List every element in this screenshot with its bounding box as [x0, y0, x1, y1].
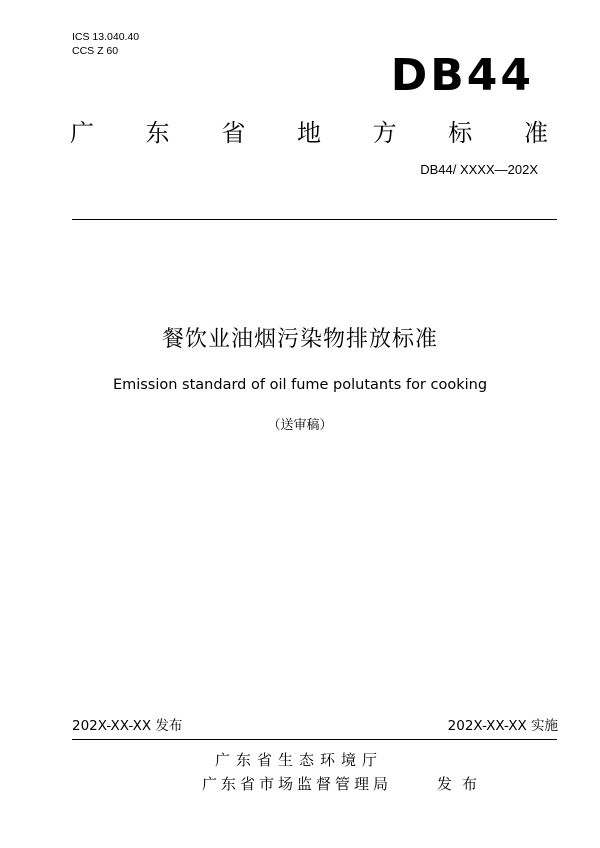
issuer-market-regulation: 广东省市场监督管理局	[202, 775, 393, 793]
standard-type-heading	[70, 118, 548, 148]
standard-type-char: 地	[296, 119, 321, 147]
top-divider	[72, 219, 557, 220]
document-title-chinese: 餐饮业油烟污染物排放标准	[161, 327, 438, 352]
draft-status: （送审稿）	[267, 418, 333, 433]
standard-type-char: 标	[448, 119, 473, 147]
standard-number: DB44/ XXXX—202X	[420, 162, 538, 177]
release-date: 202X-XX-XX 发布	[72, 718, 183, 734]
ccs-code: CCS Z 60	[72, 45, 119, 57]
standard-type-char: 广	[70, 119, 94, 147]
db-code: DB44	[390, 50, 534, 101]
standard-type-char: 方	[372, 119, 397, 147]
issue-label: 发布	[437, 775, 488, 793]
bottom-divider	[72, 739, 557, 740]
implementation-date: 202X-XX-XX 实施	[447, 718, 558, 734]
classification-codes	[72, 30, 139, 58]
standard-type-char: 准	[523, 119, 548, 147]
document-title-english: Emission standard of oil fume polutants for cooking	[112, 377, 488, 393]
issuer-environment-dept: 广东省生态环境厅	[215, 751, 384, 769]
ics-code: ICS 13.040.40	[72, 31, 140, 43]
standard-type-char: 东	[145, 119, 170, 147]
standard-type-char: 省	[221, 119, 246, 147]
